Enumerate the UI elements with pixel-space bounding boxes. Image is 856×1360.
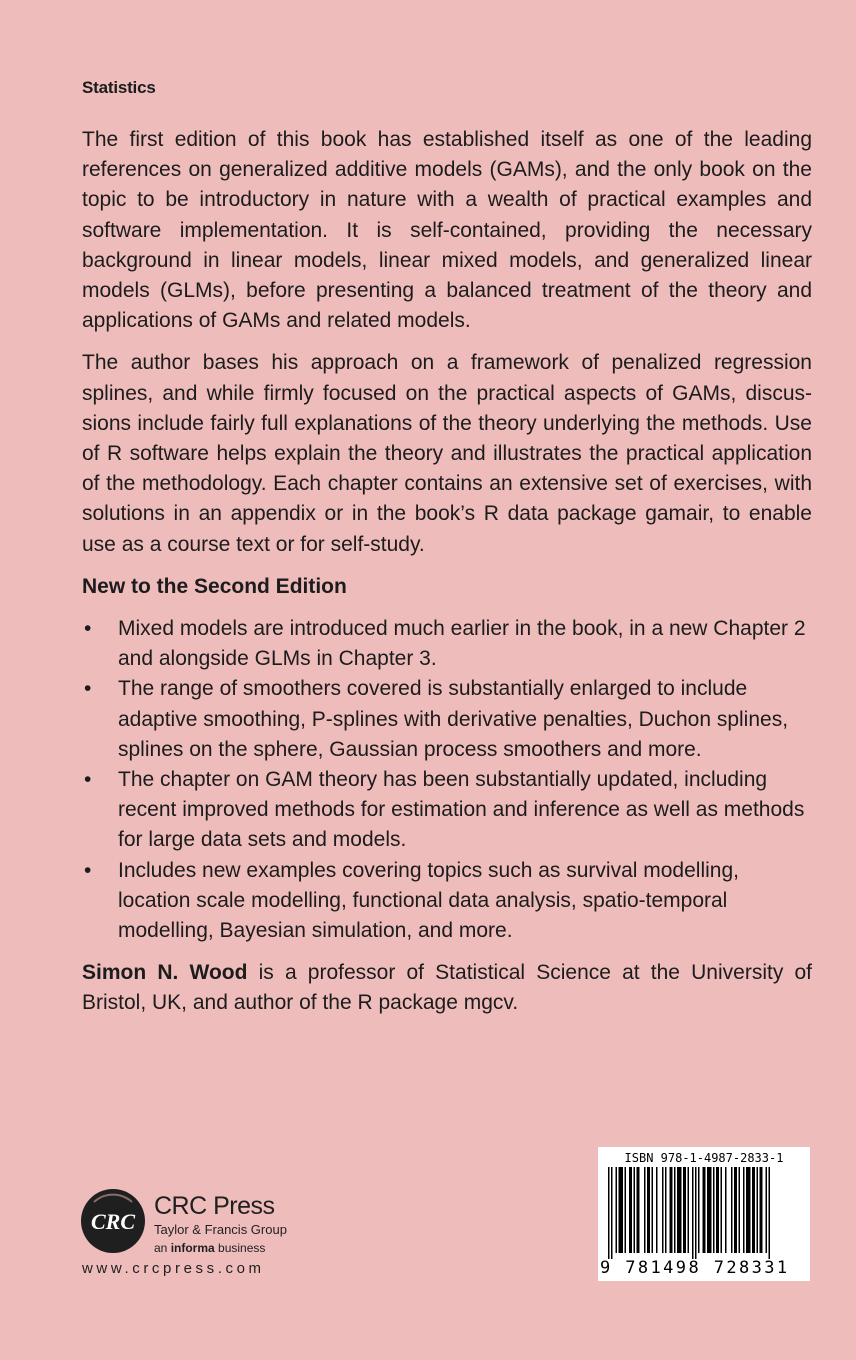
isbn-barcode xyxy=(598,1147,810,1281)
barcode-bar-12 xyxy=(662,1167,664,1253)
bullet-icon: • xyxy=(84,617,92,641)
barcode-bar-26 xyxy=(721,1167,723,1253)
list-item-text: The chapter on GAM theory has been substantially updated, including recent improved methods for estimation and inference as well as methods for large data sets and models. xyxy=(118,768,805,852)
description-paragraph-1: The first edition of this book has established itself as one of the leading references on generalized additive models (GAMs), and the only book on the topic to be introductory in nature with a wealth of practical examples and software implementation. It is self-contained, providing the necessary background in linear models, linear mixed models, and generalized linear models (GLMs), before presenting a balanced treatment of the theory and applications of GAMs and related models. xyxy=(82,128,812,333)
isbn-label: ISBN 978-1-4987-2833-1 xyxy=(624,1151,784,1165)
barcode-icon xyxy=(598,1167,810,1259)
barcode-bar-33 xyxy=(752,1167,755,1253)
barcode-bar-32 xyxy=(746,1167,751,1253)
barcode-bar-15 xyxy=(674,1167,676,1253)
list-item xyxy=(82,674,812,765)
barcode-bar-13 xyxy=(665,1167,667,1253)
barcode-bar-7 xyxy=(637,1167,640,1253)
barcode-bar-4 xyxy=(625,1167,627,1253)
barcode-bar-14 xyxy=(670,1167,673,1253)
list-item-text: Includes new examples covering topics such as survival modelling, location scale modelling, functional data analysis, spatio-temporal modelling, Bayesian simulation, and more. xyxy=(118,858,739,943)
barcode-bar-30 xyxy=(739,1167,741,1253)
barcode-bar-18 xyxy=(688,1167,690,1253)
back-cover-text xyxy=(82,125,812,1031)
publisher-website: www.crcpress.com xyxy=(82,1260,265,1277)
barcode-bar-8 xyxy=(644,1167,646,1253)
list-item xyxy=(82,765,812,856)
barcode-bar-36 xyxy=(766,1167,768,1253)
barcode-bar-10 xyxy=(652,1167,654,1253)
category-label: Statistics xyxy=(82,78,156,97)
barcode-bar-25 xyxy=(716,1167,719,1253)
list-item xyxy=(82,856,812,947)
barcode-bar-24 xyxy=(713,1167,715,1253)
list-item-text: The range of smoothers covered is substantially enlarged to include adaptive smoothing, P-splines with derivative penalties, Duchon splines, splines on the sphere, Gaussian process smoothers and more. xyxy=(118,677,789,761)
author-name: Simon N. Wood xyxy=(82,961,248,985)
publisher-tagline xyxy=(154,1241,265,1255)
barcode-bar-19 xyxy=(692,1167,694,1259)
barcode-bar-2 xyxy=(616,1167,618,1253)
tagline-suffix: business xyxy=(214,1241,266,1255)
barcode-bar-28 xyxy=(731,1167,733,1253)
barcode-bar-20 xyxy=(695,1167,697,1259)
bullet-icon: • xyxy=(84,858,92,882)
tagline-brand: informa xyxy=(170,1241,215,1255)
tagline-prefix: an xyxy=(154,1241,171,1255)
bullet-icon: • xyxy=(84,768,92,792)
barcode-bar-31 xyxy=(743,1167,745,1253)
barcode-bar-17 xyxy=(683,1167,686,1253)
list-item-text: Mixed models are introduced much earlier in the book, in a new Chapter 2 and alongside GLMs in Chapter 3. xyxy=(118,617,806,671)
author-bio-text: is a professor of Statistical Science at the University of Bristol, UK, and author of the R package mgcv. xyxy=(82,961,813,1015)
bullet-icon: • xyxy=(84,677,92,701)
barcode-bar-0 xyxy=(608,1167,610,1259)
barcode-bar-29 xyxy=(734,1167,737,1253)
description-paragraph-2: The author bases his approach on a framework of penalized regression splines, and while firmly focused on the practical aspects of GAMs, discussions include fairly full explanations of the theory underlying the methods. Use of R software helps explain the theory and illustrates the practical application of the methodology. Each chapter contains an extensive set of exercises, with solutions in an appendix or in the book’s R data package gamair, to enable use as a course text or for self-study. xyxy=(82,351,812,556)
new-edition-list xyxy=(82,614,812,946)
crc-logo-icon xyxy=(80,1188,146,1254)
barcode-bar-37 xyxy=(769,1167,771,1259)
publisher-name: CRC Press xyxy=(154,1192,275,1220)
new-edition-heading: New to the Second Edition xyxy=(82,574,347,598)
barcode-bar-23 xyxy=(707,1167,712,1253)
barcode-bar-5 xyxy=(629,1167,632,1253)
barcode-bar-27 xyxy=(725,1167,727,1253)
barcode-bar-21 xyxy=(698,1167,700,1253)
crc-logo-text: CRC xyxy=(90,1209,136,1234)
barcode-bar-16 xyxy=(677,1167,682,1253)
publisher-group: Taylor & Francis Group xyxy=(154,1222,287,1237)
barcode-bar-6 xyxy=(634,1167,636,1253)
author-bio xyxy=(82,958,812,1018)
barcode-bar-9 xyxy=(647,1167,650,1253)
barcode-bar-22 xyxy=(703,1167,706,1253)
barcode-bar-34 xyxy=(757,1167,759,1253)
barcode-bar-35 xyxy=(760,1167,763,1253)
barcode-bar-1 xyxy=(611,1167,613,1259)
barcode-bar-3 xyxy=(619,1167,624,1253)
barcode-bar-11 xyxy=(656,1167,658,1253)
barcode-digits: 9 781498 728331 xyxy=(600,1258,790,1278)
list-item xyxy=(82,614,812,674)
